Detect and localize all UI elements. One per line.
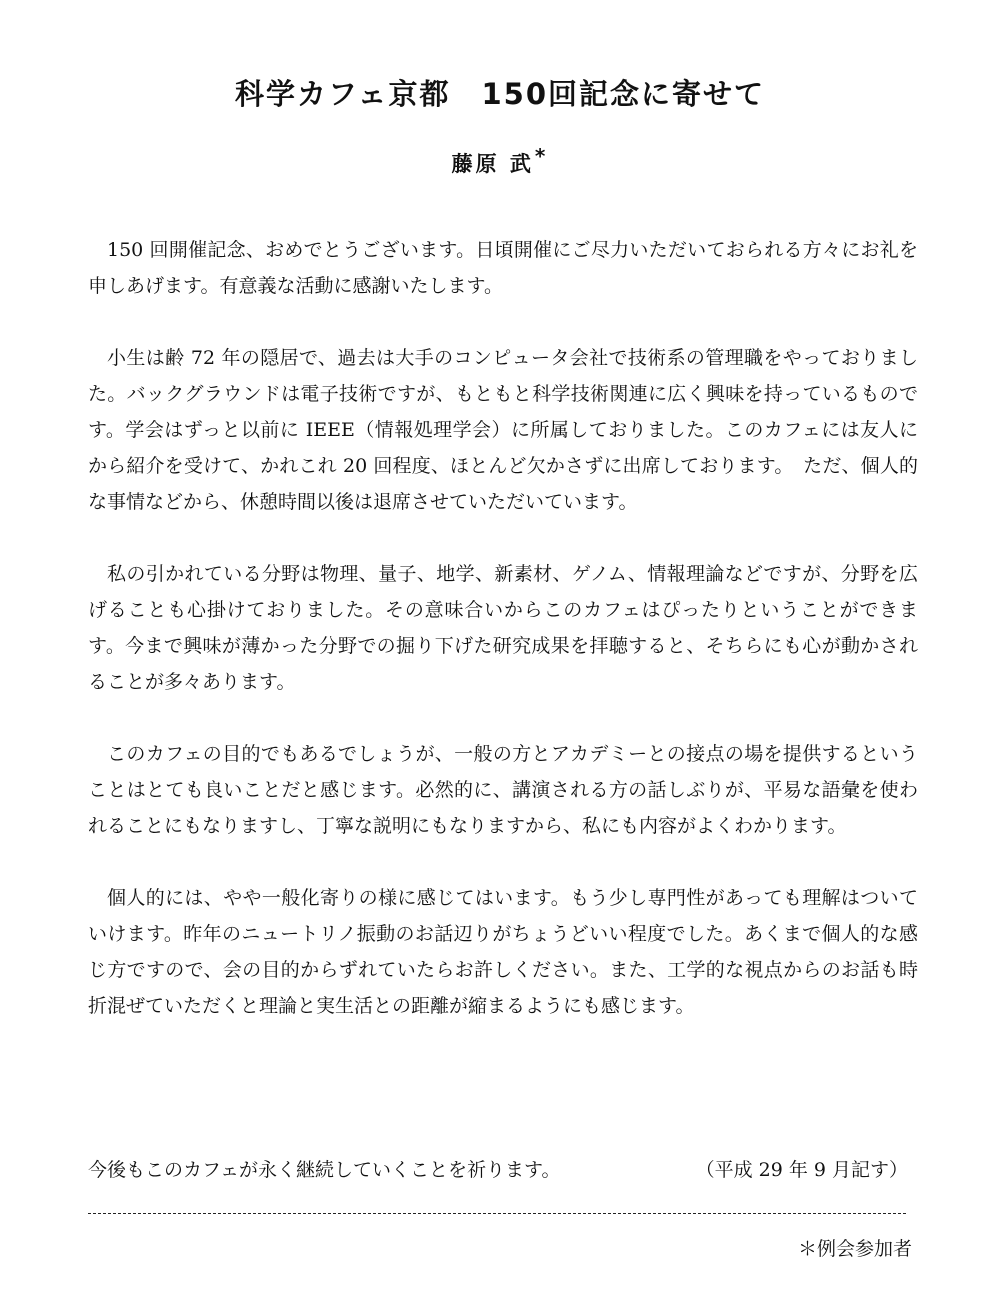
paragraph-2: 小生は齢 72 年の隠居で、過去は大手のコンピュータ会社で技術系の管理職をやっておりました。バックグラウンドは電子技術ですが、もともと科学技術関連に広く興味を持っているものです。学会はずっと以前に IEEE（情報処理学会）に所属しておりました。このカフェには友人にから紹介を受けて、かれこれ 20 回程度、ほとんど欠かさずに出席しております。 ただ、個人的な事情などから、休憩時間以後は退席させていただいています。 [88,347,918,513]
closing-line [88,1152,908,1188]
author-name: 藤原 武 [451,152,534,176]
document-title: 科学カフェ京都 150回記念に寄せて [234,77,766,111]
document-body [88,232,918,1060]
dashed-divider [88,1213,906,1214]
paragraph-5: 個人的には、やや一般化寄りの様に感じてはいます。もう少し専門性があっても理解はついていけます。昨年のニュートリノ振動のお話辺りがちょうどいい程度でした。あくまで個人的な感じ方ですので、会の目的からずれていたらお許しください。また、工学的な視点からのお話も時折混ぜていただくと理論と実生活との距離が縮まるようにも感じます。 [88,887,918,1017]
closing-date: （平成 29 年 9 月記す） [695,1159,908,1181]
author-footnote-mark: * [534,144,549,168]
paragraph-3: 私の引かれている分野は物理、量子、地学、新素材、ゲノム、情報理論などですが、分野を広げることも心掛けておりました。その意味合いからこのカフェはぴったりということができます。今まで興味が薄かった分野での掘り下げた研究成果を拝聴すると、そちらにも心が動かされることが多々あります。 [88,563,918,693]
author-line [0,144,1000,178]
closing-text: 今後もこのカフェが永く継続していくことを祈ります。 [88,1159,561,1181]
paragraph-4: このカフェの目的でもあるでしょうが、一般の方とアカデミーとの接点の場を提供するということはとても良いことだと感じます。必然的に、講演される方の話しぶりが、平易な語彙を使われることにもなりますし、丁寧な説明にもなりますから、私にも内容がよくわかります。 [88,743,918,837]
paragraph-1: 150 回開催記念、おめでとうございます。日頃開催にご尽力いただいておられる方々にお礼を申しあげます。有意義な活動に感謝いたします。 [88,239,918,297]
footnote: ＊例会参加者 [797,1238,912,1260]
